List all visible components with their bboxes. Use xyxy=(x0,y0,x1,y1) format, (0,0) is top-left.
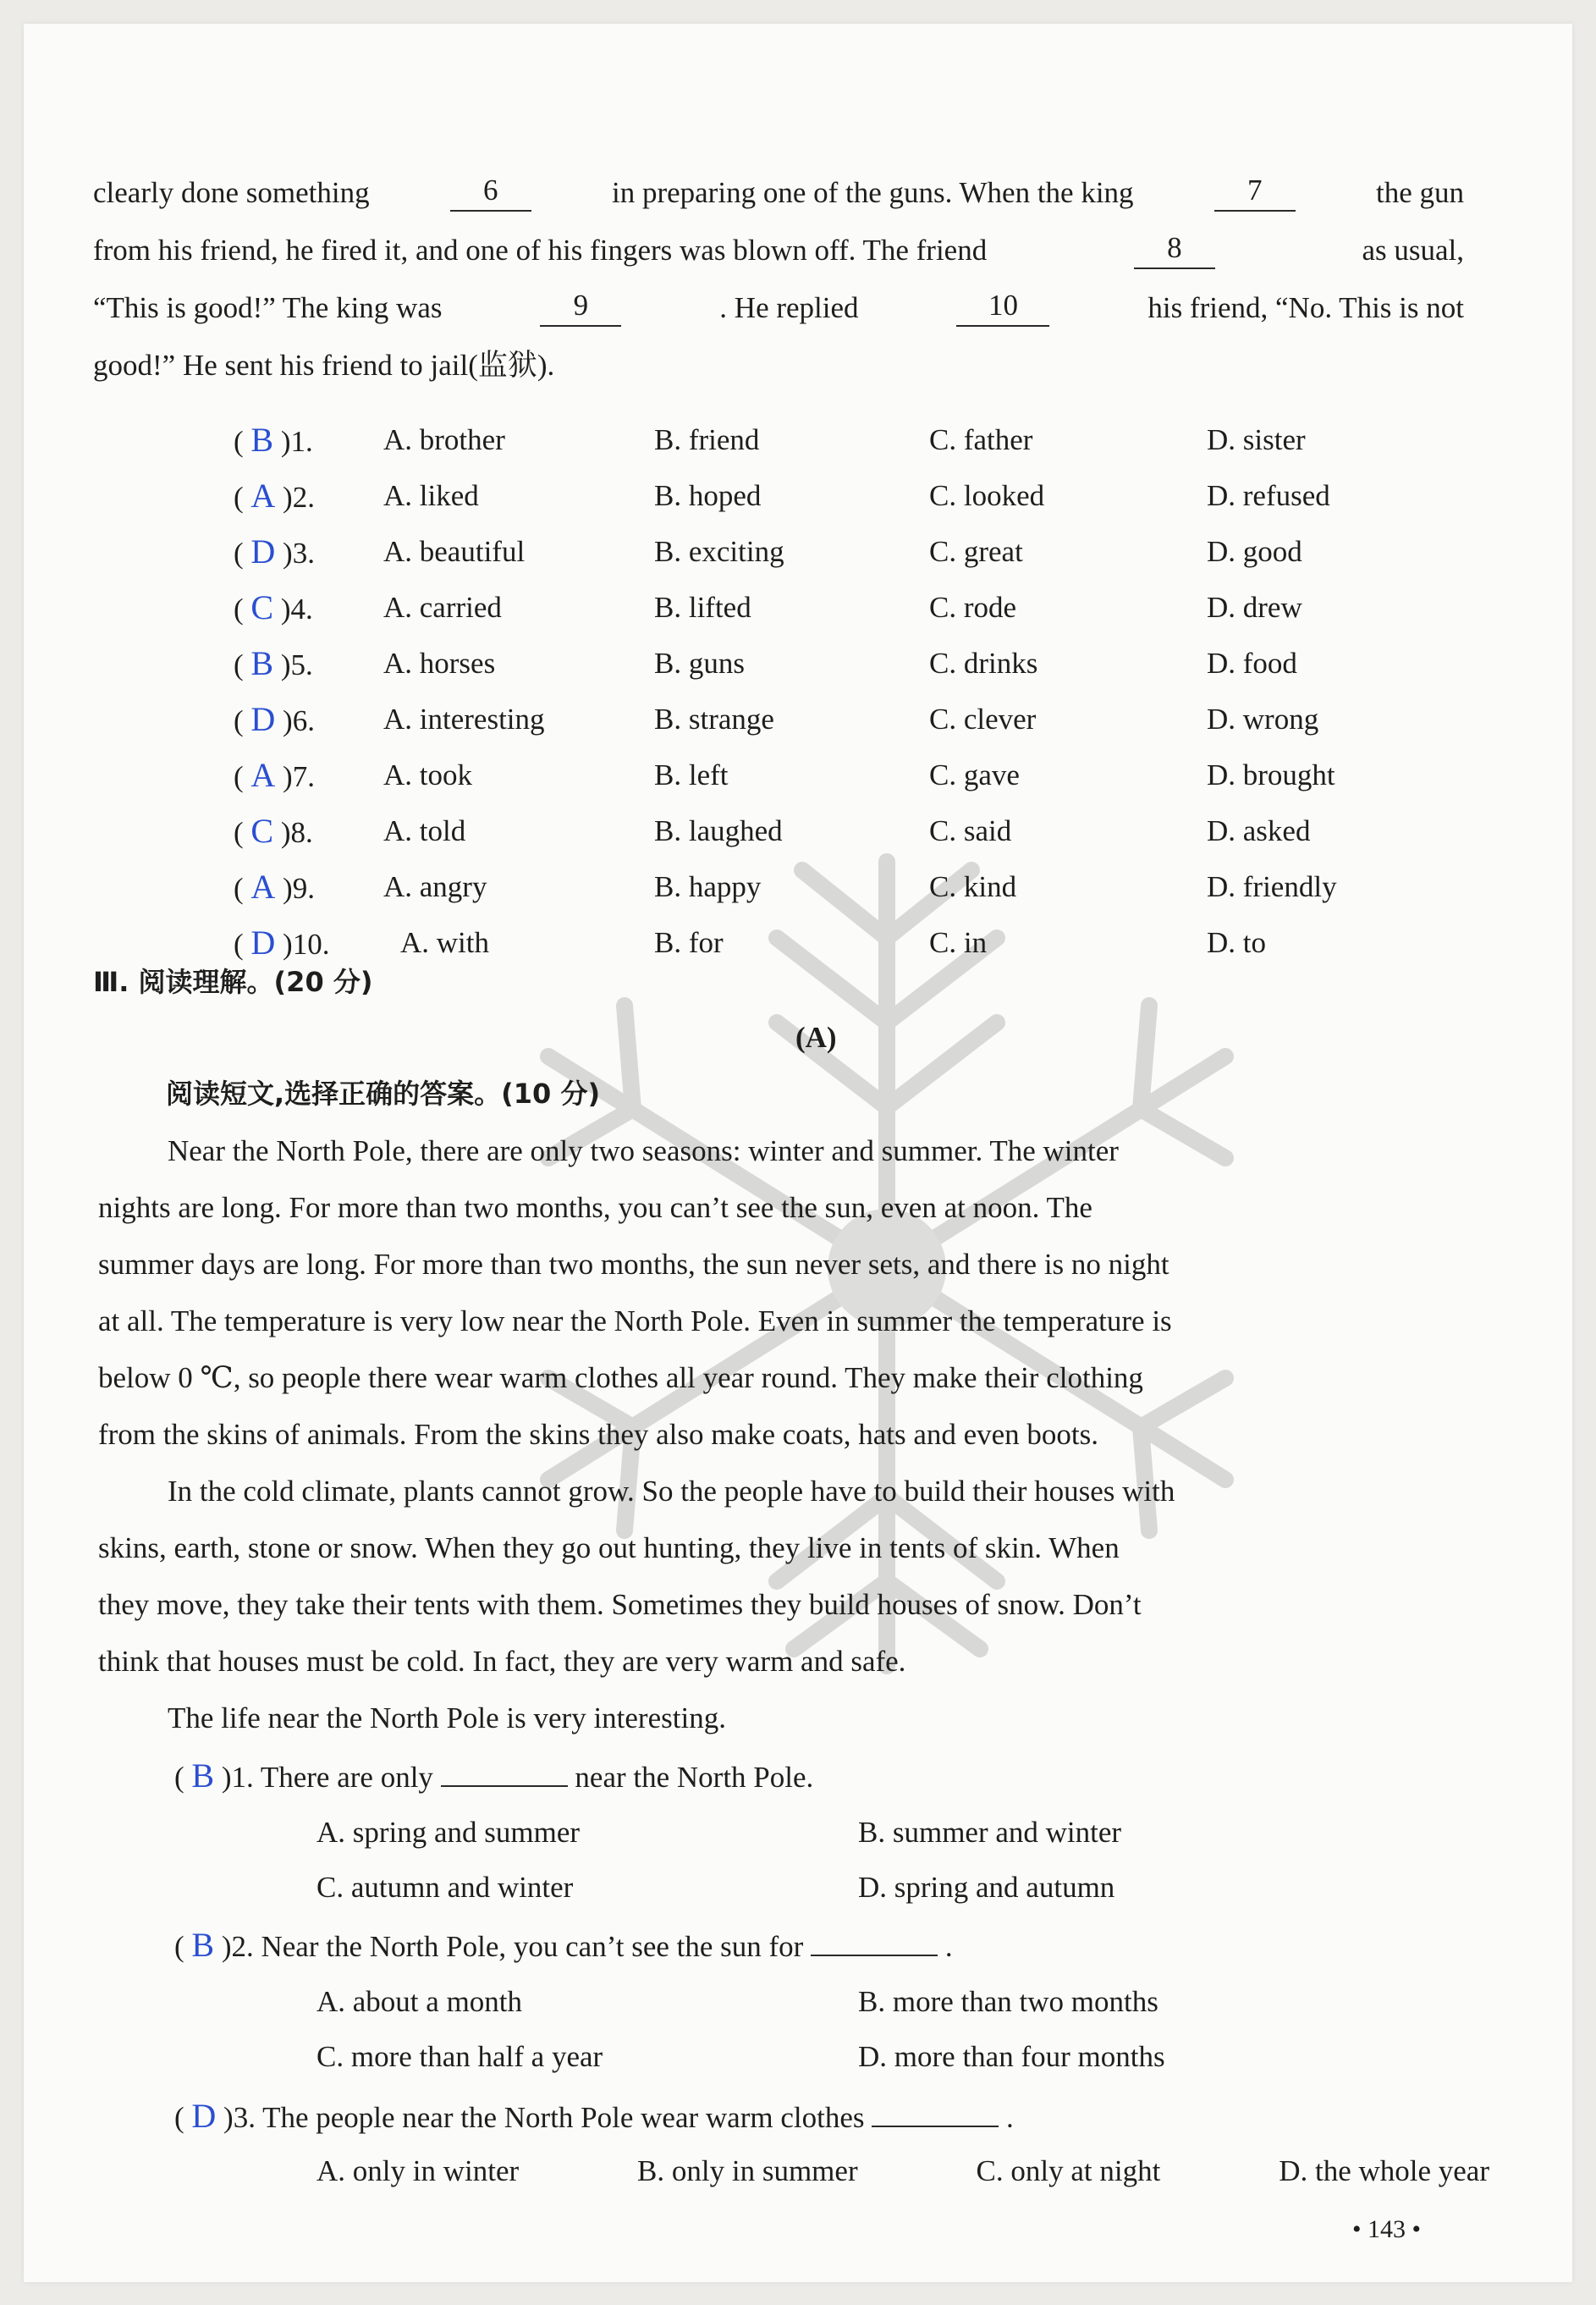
answer-mark: C xyxy=(250,588,274,626)
question-stem-end: . xyxy=(944,1930,953,1963)
reading-question-2: ( B )2. Near the North Pole, you can’t see the sun for . xyxy=(174,1926,953,1964)
question-stem: )1. There are only xyxy=(221,1761,433,1794)
question-lead: ( D )10. xyxy=(234,924,330,962)
answer-mark: A xyxy=(250,868,276,906)
blank-8: 8 xyxy=(1134,232,1215,269)
answer-mark: D xyxy=(250,532,276,571)
question-number: )2. xyxy=(283,481,315,514)
option-a: A. took xyxy=(383,758,472,791)
reading-option: D. the whole year xyxy=(1279,2154,1489,2187)
option-b: B. for xyxy=(654,926,724,959)
option-c: C. clever xyxy=(929,703,1037,736)
text-span: his friend, “No. This is not xyxy=(1147,291,1464,324)
question-lead: ( C )8. xyxy=(234,812,313,850)
option-b: B. happy xyxy=(654,870,762,903)
answer-mark: B xyxy=(250,644,274,682)
answer-mark: A xyxy=(250,756,276,794)
page-content xyxy=(24,24,1572,2282)
blank-7: 7 xyxy=(1214,174,1296,212)
option-d: D. to xyxy=(1207,926,1266,959)
option-a: A. horses xyxy=(383,647,496,680)
question-number: )8. xyxy=(280,816,313,849)
option-c: C. father xyxy=(929,423,1033,456)
question-stem: )3. The people near the North Pole wear warm clothes xyxy=(223,2101,865,2134)
answer-mark: B xyxy=(191,1756,215,1795)
question-number: )1. xyxy=(280,425,313,458)
option-c: C. in xyxy=(929,926,988,959)
question-lead: ( C )4. xyxy=(234,588,313,626)
option-b: B. strange xyxy=(654,703,774,736)
text-span: . He replied xyxy=(719,291,859,324)
option-b: B. lifted xyxy=(654,591,751,624)
reading-option: D. more than four months xyxy=(858,2040,1165,2073)
option-d: D. sister xyxy=(1207,423,1306,456)
question-lead: ( D )6. xyxy=(234,700,315,738)
passage-line: think that houses must be cold. In fact, they are very warm and safe. xyxy=(98,1645,906,1678)
question-number: )7. xyxy=(283,760,315,793)
text-span: as usual, xyxy=(1362,234,1464,267)
passage-line: from the skins of animals. From the skins they also make coats, hats and even boots. xyxy=(98,1418,1099,1451)
answer-mark: D xyxy=(191,2097,217,2135)
text-span: the gun xyxy=(1375,176,1464,209)
reading-option: C. autumn and winter xyxy=(316,1871,574,1904)
option-c: C. gave xyxy=(929,758,1020,791)
reading-question-1: ( B )1. There are only near the North Pole. xyxy=(174,1756,814,1795)
passage-line: below 0 ℃, so people there wear warm clothes all year round. They make their clothing xyxy=(98,1361,1143,1394)
passage-line: The life near the North Pole is very interesting. xyxy=(168,1701,726,1734)
passage-line: In the cold climate, plants cannot grow. So the people have to build their houses with xyxy=(168,1475,1175,1508)
cloze-line-3 xyxy=(93,290,1464,327)
option-d: D. drew xyxy=(1207,591,1302,624)
reading-option: C. more than half a year xyxy=(316,2040,603,2073)
question-number: )5. xyxy=(280,648,313,681)
text-span: “This is good!” The king was xyxy=(93,291,443,324)
option-a: A. beautiful xyxy=(383,535,526,568)
question-lead: ( B )5. xyxy=(234,644,313,682)
option-d: D. asked xyxy=(1207,814,1311,847)
option-a: A. liked xyxy=(383,479,479,512)
answer-mark: B xyxy=(250,421,274,459)
question-number: )6. xyxy=(283,704,315,737)
option-a: A. angry xyxy=(383,870,487,903)
reading-option: C. only at night xyxy=(976,2154,1161,2187)
reading-option: A. only in winter xyxy=(316,2154,520,2187)
blank-10: 10 xyxy=(956,290,1049,327)
answer-mark: D xyxy=(250,924,276,962)
answer-blank xyxy=(811,1955,938,1956)
answer-mark: D xyxy=(250,700,276,738)
passage-line: at all. The temperature is very low near the North Pole. Even in summer the temperature is xyxy=(98,1304,1172,1337)
option-d: D. food xyxy=(1207,647,1297,680)
question-number: )4. xyxy=(280,593,313,626)
cloze-line-4: good!” He sent his friend to jail(监狱). xyxy=(93,349,555,382)
reading-option: A. spring and summer xyxy=(316,1816,581,1849)
answer-mark: A xyxy=(250,477,276,515)
blank-6: 6 xyxy=(450,174,531,212)
question-number: )9. xyxy=(283,872,315,905)
option-a: A. told xyxy=(383,814,466,847)
text-span: in preparing one of the guns. When the king xyxy=(611,176,1134,209)
question-stem-end: . xyxy=(1005,2101,1014,2134)
passage-line: summer days are long. For more than two months, the sun never sets, and there is no night xyxy=(98,1248,1169,1281)
reading-option: A. about a month xyxy=(316,1985,523,2018)
text-span: clearly done something xyxy=(93,176,370,209)
option-b: B. left xyxy=(654,758,729,791)
section-title: Ⅲ. 阅读理解。(20 分) xyxy=(93,966,373,998)
question-lead: ( A )2. xyxy=(234,477,315,515)
answer-blank xyxy=(872,2126,999,2127)
cloze-line-1 xyxy=(93,174,1464,212)
question-number: )3. xyxy=(283,537,315,570)
option-d: D. wrong xyxy=(1207,703,1319,736)
option-c: C. looked xyxy=(929,479,1045,512)
option-c: C. great xyxy=(929,535,1023,568)
question-stem-end: near the North Pole. xyxy=(575,1761,814,1794)
option-a: A. brother xyxy=(383,423,505,456)
option-a: A. with xyxy=(400,926,489,959)
page-number: • 143 • xyxy=(1352,2215,1422,2243)
reading-question-3: ( D )3. The people near the North Pole wear warm clothes . xyxy=(174,2097,1014,2135)
option-c: C. drinks xyxy=(929,647,1038,680)
option-c: C. kind xyxy=(929,870,1017,903)
reading-option: B. summer and winter xyxy=(858,1816,1122,1849)
reading-option: B. more than two months xyxy=(858,1985,1158,2018)
option-c: C. rode xyxy=(929,591,1017,624)
option-d: D. refused xyxy=(1207,479,1330,512)
option-b: B. laughed xyxy=(654,814,783,847)
reading-option: D. spring and autumn xyxy=(858,1871,1115,1904)
answer-mark: C xyxy=(250,812,274,850)
passage-label: (A) xyxy=(795,1021,837,1054)
question-number: )10. xyxy=(283,928,330,961)
option-a: A. carried xyxy=(383,591,502,624)
reading-options-row xyxy=(316,2153,1489,2190)
question-lead: ( A )9. xyxy=(234,868,315,906)
reading-option: B. only in summer xyxy=(637,2154,858,2187)
option-b: B. hoped xyxy=(654,479,762,512)
question-stem: )2. Near the North Pole, you can’t see the sun for xyxy=(221,1930,804,1963)
answer-mark: B xyxy=(191,1926,215,1964)
question-lead: ( B )1. xyxy=(234,421,313,459)
option-c: C. said xyxy=(929,814,1012,847)
passage-line: they move, they take their tents with them. Sometimes they build houses of snow. Don’t xyxy=(98,1588,1142,1621)
blank-9: 9 xyxy=(540,290,621,327)
question-lead: ( A )7. xyxy=(234,756,315,794)
text-span: from his friend, he fired it, and one of his fingers was blown off. The friend xyxy=(93,234,988,267)
option-d: D. brought xyxy=(1207,758,1335,791)
option-a: A. interesting xyxy=(383,703,545,736)
cloze-line-2 xyxy=(93,232,1464,269)
workbook-page xyxy=(24,24,1572,2282)
option-d: D. friendly xyxy=(1207,870,1337,903)
answer-blank xyxy=(441,1785,568,1787)
question-lead: ( D )3. xyxy=(234,532,315,571)
option-b: B. guns xyxy=(654,647,745,680)
passage-line: skins, earth, stone or snow. When they go out hunting, they live in tents of skin. When xyxy=(98,1531,1120,1564)
passage-line: nights are long. For more than two months, you can’t see the sun, even at noon. The xyxy=(98,1191,1092,1224)
option-b: B. friend xyxy=(654,423,760,456)
instructions: 阅读短文,选择正确的答案。(10 分) xyxy=(166,1078,601,1110)
option-d: D. good xyxy=(1207,535,1302,568)
option-b: B. exciting xyxy=(654,535,784,568)
passage-line: Near the North Pole, there are only two seasons: winter and summer. The winter xyxy=(168,1134,1119,1167)
